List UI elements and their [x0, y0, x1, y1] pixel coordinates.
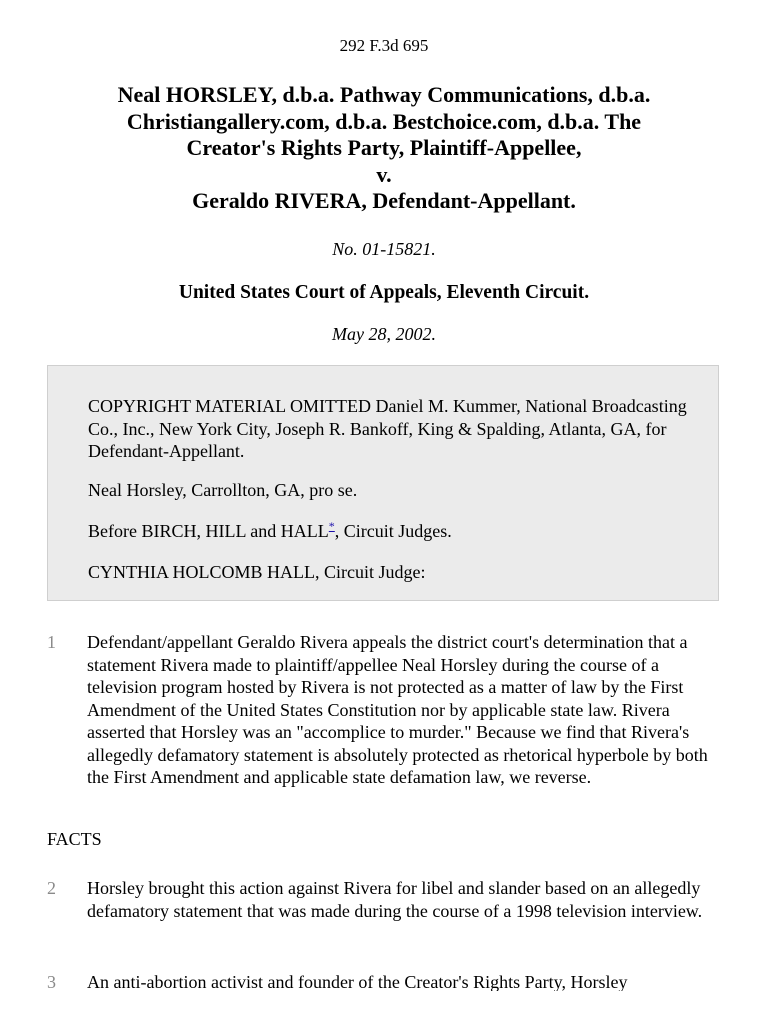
panel-text [88, 520, 688, 543]
case-caption [40, 82, 728, 215]
opinion-paragraph [0, 971, 768, 991]
paragraph-text: Horsley brought this action against Rivera for libel and slander based on an allegedly defamatory statement that was made during the course of a 1998 television interview. [87, 878, 703, 921]
paragraph-text: Defendant/appellant Geraldo Rivera appeals the district court's determination that a statement Rivera made to plaintiff/appellee Neal Horsley during the course of a television program hosted by Rivera is not protected as a matter of law by the First Amendment of the United States Constitution nor by applicable state law. Rivera asserted that Horsley was an "accomplice to murder." Because we find that Rivera's allegedly defamatory statement is absolutely protected as rhetorical hyperbole by both the First Amendment and applicable state defamation law, we reverse. [87, 632, 708, 787]
counsel-text: COPYRIGHT MATERIAL OMITTED Daniel M. Kummer, National Broadcasting Co., Inc., New York City, Joseph R. Bankoff, King & Spalding, Atlanta, GA, for Defendant-Appellant. [88, 396, 687, 461]
court-name: United States Court of Appeals, Eleventh Circuit. [178, 282, 590, 303]
caption-versus: v. [376, 161, 392, 187]
panel-suffix: , Circuit Judges. [334, 521, 452, 541]
case-citation: 292 F.3d 695 [339, 36, 429, 55]
pro-se-text: Neal Horsley, Carrollton, GA, pro se. [88, 480, 358, 500]
caption-line: Neal HORSLEY, d.b.a. Pathway Communications, d.b.a. [117, 82, 651, 107]
decision-date: May 28, 2002. [332, 324, 436, 344]
caption-line: Geraldo RIVERA, Defendant-Appellant. [192, 188, 576, 213]
docket-number: No. 01-15821. [332, 239, 436, 259]
footnote-link[interactable]: * [328, 519, 335, 533]
paragraph-text: An anti-abortion activist and founder of the Creator's Rights Party, Horsley [87, 972, 628, 991]
caption-line: Christiangallery.com, d.b.a. Bestchoice.com, d.b.a. The [126, 108, 642, 134]
caption-line: Creator's Rights Party, Plaintiff-Appellee, [186, 135, 582, 160]
paragraph-number: 1 [47, 632, 56, 652]
paragraph-number: 3 [47, 972, 56, 991]
section-heading: FACTS [47, 829, 102, 849]
panel-judges: Before BIRCH, HILL and HALL [88, 521, 329, 541]
prelim-box [47, 365, 719, 601]
paragraph-number: 2 [47, 878, 56, 898]
author-judge: CYNTHIA HOLCOMB HALL, Circuit Judge: [88, 562, 426, 582]
